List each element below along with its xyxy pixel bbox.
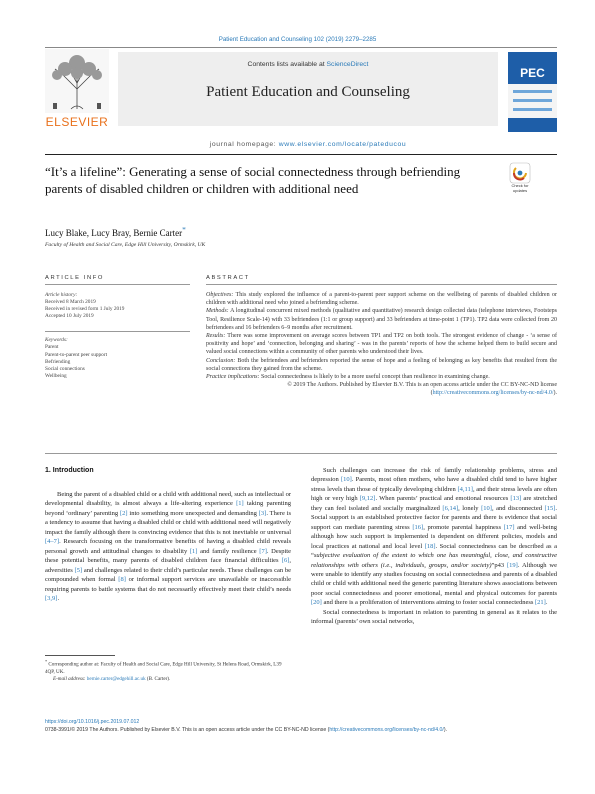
paragraph-text: , and disconnected: [491, 504, 545, 512]
methods-label: Methods:: [206, 308, 229, 315]
paragraph-text: , lonely: [458, 504, 482, 512]
abstract-objectives: [206, 291, 557, 307]
citation-link[interactable]: [3,9]: [45, 594, 58, 602]
paragraph-text: . Social support is an established protective factor for parents and there is evidence that social support can mediate parenting stress: [311, 504, 557, 531]
keywords: [45, 337, 190, 381]
abstract-methods: [206, 307, 557, 332]
results-label: Results:: [206, 333, 226, 340]
paragraph-text: and there is a proliferation of interventions aiming to foster social connectedness: [321, 599, 536, 607]
paragraph-text: . When parents’ practical and emotional resources: [375, 495, 511, 503]
journal-cover[interactable]: [508, 52, 557, 132]
citation-link[interactable]: [10]: [481, 504, 492, 512]
elsevier-logo[interactable]: [45, 49, 109, 131]
keyword-item: Social connections: [45, 366, 85, 373]
license-link[interactable]: http://creativecommons.org/licenses/by-nc-nd/4.0/: [432, 390, 554, 397]
check-for-updates-icon: [505, 162, 535, 184]
keywords-label: Keywords:: [45, 337, 68, 343]
citation-link[interactable]: [4–7]: [45, 538, 60, 546]
paragraph-text: . Social connectedness can be described as a “: [311, 542, 557, 560]
section-heading-introduction: 1. Introduction: [45, 467, 94, 474]
keyword-item: Parent: [45, 344, 59, 351]
objectives-label: Objectives:: [206, 292, 234, 298]
footnote-corresponding: [45, 658, 291, 676]
paragraph-text: . There is a tendency to assume that having a disabled child or child with additional need will negatively impact the family although there is convincing evidence that this is not inevitable or universal: [45, 509, 291, 536]
intro-paragraph-3: Social connectedness is important in relation to parenting in general as it relates to the informal (parents’ own social networks,: [311, 608, 557, 626]
license-suffix: ).: [553, 390, 557, 397]
author-names: Lucy Blake, Lucy Bray, Bernie Carter: [45, 228, 183, 238]
email-label: E-mail address:: [53, 675, 87, 682]
history-label: Article history:: [45, 292, 78, 298]
paragraph-text: Being the parent of a disabled child or a child with additional need, such as intellectual or developmental disability, is almost always a life-altering experience: [45, 491, 291, 508]
implications-text: Social connectedness is likely to be a more useful concept than resilience in examining change.: [259, 374, 490, 381]
abstract-end-divider: [45, 453, 557, 454]
issn-prefix: 0738-3991/© 2019 The Authors. Published by Elsevier B.V. This is an open access article under the CC BY-NC-ND license (: [45, 727, 330, 733]
issn-suffix: ).: [443, 727, 448, 733]
citation-link[interactable]: [15]: [544, 504, 556, 512]
keyword-item: Befriending: [45, 358, 71, 365]
conclusion-label: Conclusion:: [206, 357, 236, 364]
citation-link[interactable]: [13]: [510, 495, 522, 503]
history-divider: [45, 331, 190, 332]
homepage-link[interactable]: www.elsevier.com/locate/pateducou: [278, 141, 407, 148]
body-column-right: [311, 466, 557, 627]
citation-link[interactable]: [1]: [236, 500, 244, 508]
header-bottom-divider: [45, 154, 557, 155]
implications-label: Practice implications:: [206, 374, 260, 381]
article-title: “It’s a lifeline”: Generating a sense of social connectedness through befriending parents of disabled children or children with additional need: [45, 164, 461, 196]
check-for-updates-label: Check for updates: [511, 183, 529, 193]
license-prefix: © 2019 The Authors. Published by Elsevier B.V. This is an open access article under the CC BY-NC-ND license (: [287, 382, 557, 397]
intro-paragraph-2: [311, 466, 557, 608]
contents-line: [118, 61, 498, 68]
homepage-line: [118, 141, 498, 148]
email-suffix: (B. Carter).: [145, 675, 171, 682]
elsevier-tree-logo-icon: [45, 49, 109, 113]
keyword-item: Parent-to-parent peer support: [45, 351, 108, 358]
citation-link[interactable]: [16]: [412, 523, 424, 531]
intro-paragraph-1: [45, 490, 291, 603]
paragraph-text: into something more unexpected and demanding: [127, 509, 259, 517]
paragraph-text: . Parents, most often mothers, who have a disabled child tend to have higher stress levels than those of typically developing children: [311, 476, 557, 493]
footnote-mark: *: [45, 659, 48, 664]
paragraph-text: . Despite these potential benefits, many parents of disabled children face financial difficulties: [45, 547, 291, 565]
citation-link[interactable]: [19]: [507, 561, 518, 569]
paragraph-text: , adversities: [45, 557, 291, 574]
paragraph-text: , promote parental happiness: [423, 523, 504, 531]
footnote-text: Corresponding author at: Faculty of Health and Social Care, Edge Hill University, St Helens Road, Ormskirk, L39 4QP, UK.: [45, 661, 282, 675]
paragraph-text: are stretched they can feel isolated and socially marginalized: [311, 495, 557, 512]
contents-prefix: Contents lists available at: [247, 61, 327, 68]
citation-link[interactable]: [6,14]: [442, 504, 459, 512]
abstract-body: [206, 291, 557, 398]
citation-link[interactable]: [10]: [340, 476, 352, 484]
paragraph-text: and family resilience: [197, 547, 260, 555]
sciencedirect-link[interactable]: ScienceDirect: [326, 61, 369, 68]
citation-link[interactable]: [4,11]: [457, 485, 473, 493]
paragraph-text: and challenges related to their child’s particular needs. These challenges can be compounded when formal: [45, 566, 291, 584]
citation-link[interactable]: [1]: [189, 547, 198, 555]
abstract-divider: [206, 284, 557, 285]
homepage-prefix: journal homepage:: [209, 141, 279, 148]
keyword-item: Wellbeing: [45, 373, 67, 380]
email-link[interactable]: bernie.carter@edgehill.ac.uk: [86, 675, 146, 682]
journal-reference[interactable]: Patient Education and Counseling 102 (2019) 2279–2285: [218, 36, 377, 43]
cover-band: [508, 84, 557, 118]
history-item: Accepted 10 July 2019: [45, 313, 94, 319]
paragraph-text: and well-being although how such support is implemented is dependent on different policies, models and local practices at national and local level: [311, 523, 557, 550]
paragraph-text: .: [57, 594, 60, 602]
footnote-divider: [45, 655, 115, 656]
history-item: Received in revised form 1 July 2019: [45, 306, 125, 312]
journal-title[interactable]: Patient Education and Counseling: [206, 84, 410, 100]
quoted-definition: subjective evaluation of the extent to which one has meaningful, close, and constructive relationships with others (i.e., individuals, groups, and/or society): [311, 552, 557, 569]
abstract-implications: [206, 373, 557, 381]
citation-link[interactable]: [20]: [311, 599, 322, 607]
citation-link[interactable]: [8]: [118, 576, 126, 584]
citation-link[interactable]: [2]: [120, 509, 128, 517]
paragraph-text: Such challenges can increase the risk of family relationship problems, stress and depression: [311, 467, 557, 484]
paragraph-text: . Although we were unable to identify any studies focusing on social connectedness and parents of a disabled child or child with additional need the generic parenting literature shows associations between poor social connectedness and poorer emotional, mental and physical outcomes for parents: [311, 561, 558, 597]
citation-link[interactable]: [9,12]: [359, 495, 376, 503]
issn-license-link[interactable]: http://creativecommons.org/licenses/by-nc-nd/4.0/: [329, 727, 444, 733]
affiliation: Faculty of Health and Social Care, Edge Hill University, Ormskirk, UK: [45, 242, 206, 248]
cover-title: PEC: [520, 66, 545, 80]
citation-link[interactable]: [3]: [258, 509, 267, 517]
footnote-email: [45, 676, 291, 683]
body-column-left: [45, 490, 291, 603]
conclusion-text: Both the befriendees and befrienders reported the sense of hope and a feeling of belonging as key benefits that resulted from the social connections they gained from the scheme.: [206, 357, 557, 372]
paragraph-text: .: [545, 599, 548, 607]
issn-line: [45, 727, 557, 733]
article-history: [45, 292, 190, 320]
methods-text: A longitudinal concurrent mixed methods (qualitative and quantitative) research design collected data (telephone interviews, Footsteps Tool, Resilience Scale-14) with 33 befriendees (1:1 or group support) and 33 befrienders at time-point 1 (TP1). TP2 data were collected from 20 befriendees and 16 befrienders 6–9 months after recruitment.: [206, 308, 557, 331]
citation-link[interactable]: [5]: [74, 566, 83, 574]
header-divider: [45, 47, 557, 48]
article-info-divider: [45, 284, 190, 285]
abstract-results: [206, 332, 557, 357]
abstract-license: [206, 381, 557, 397]
citation-link[interactable]: [18]: [424, 542, 436, 550]
article-info-heading: ARTICLE INFO: [45, 275, 105, 281]
paragraph-text: or informal support services are unavailable or inaccessible requiring parents to battle systems that do not necessarily effectively meet their child’s needs: [45, 576, 291, 593]
paragraph-text: taking parenting beyond ‘ordinary’ parenting: [45, 500, 291, 517]
citation-link[interactable]: [6]: [281, 557, 290, 565]
footnote: [45, 658, 291, 683]
check-for-updates-badge[interactable]: [505, 162, 535, 197]
elsevier-wordmark: ELSEVIER: [45, 115, 109, 129]
citation-link[interactable]: [17]: [503, 523, 515, 531]
objectives-text: This study explored the influence of a parent-to-parent peer support scheme on the wellbeing of parents of disabled children or children with additional need who joined a befriending scheme.: [206, 292, 557, 307]
paragraph-text: , and their stress levels are often high or very high: [311, 485, 557, 503]
citation-link[interactable]: [7]: [259, 547, 267, 555]
history-item: Received 8 March 2019: [45, 299, 96, 305]
author-list: [45, 225, 186, 238]
results-text: There was some improvement on average scores between TP1 and TP2 on both tools. The strongest evidence of change - ‘a sense of positivity and hope’ and ‘connection, belonging and sharing’ - was in the parents’ reports of how the scheme helped them to build secure and valued social connections within a community of other parents who understood their lives.: [206, 333, 557, 356]
corresponding-author-mark[interactable]: *: [182, 225, 186, 234]
abstract-heading: ABSTRACT: [206, 275, 250, 281]
paragraph-text: . Research focusing on the transformative benefits of having a disabled child reveals personal growth and attitudinal changes to disability: [45, 538, 291, 555]
doi-link[interactable]: https://doi.org/10.1016/j.pec.2019.07.012: [45, 719, 140, 725]
paragraph-text: ”p43: [491, 561, 508, 569]
citation-link[interactable]: [21]: [535, 599, 546, 607]
abstract-conclusion: [206, 357, 557, 373]
